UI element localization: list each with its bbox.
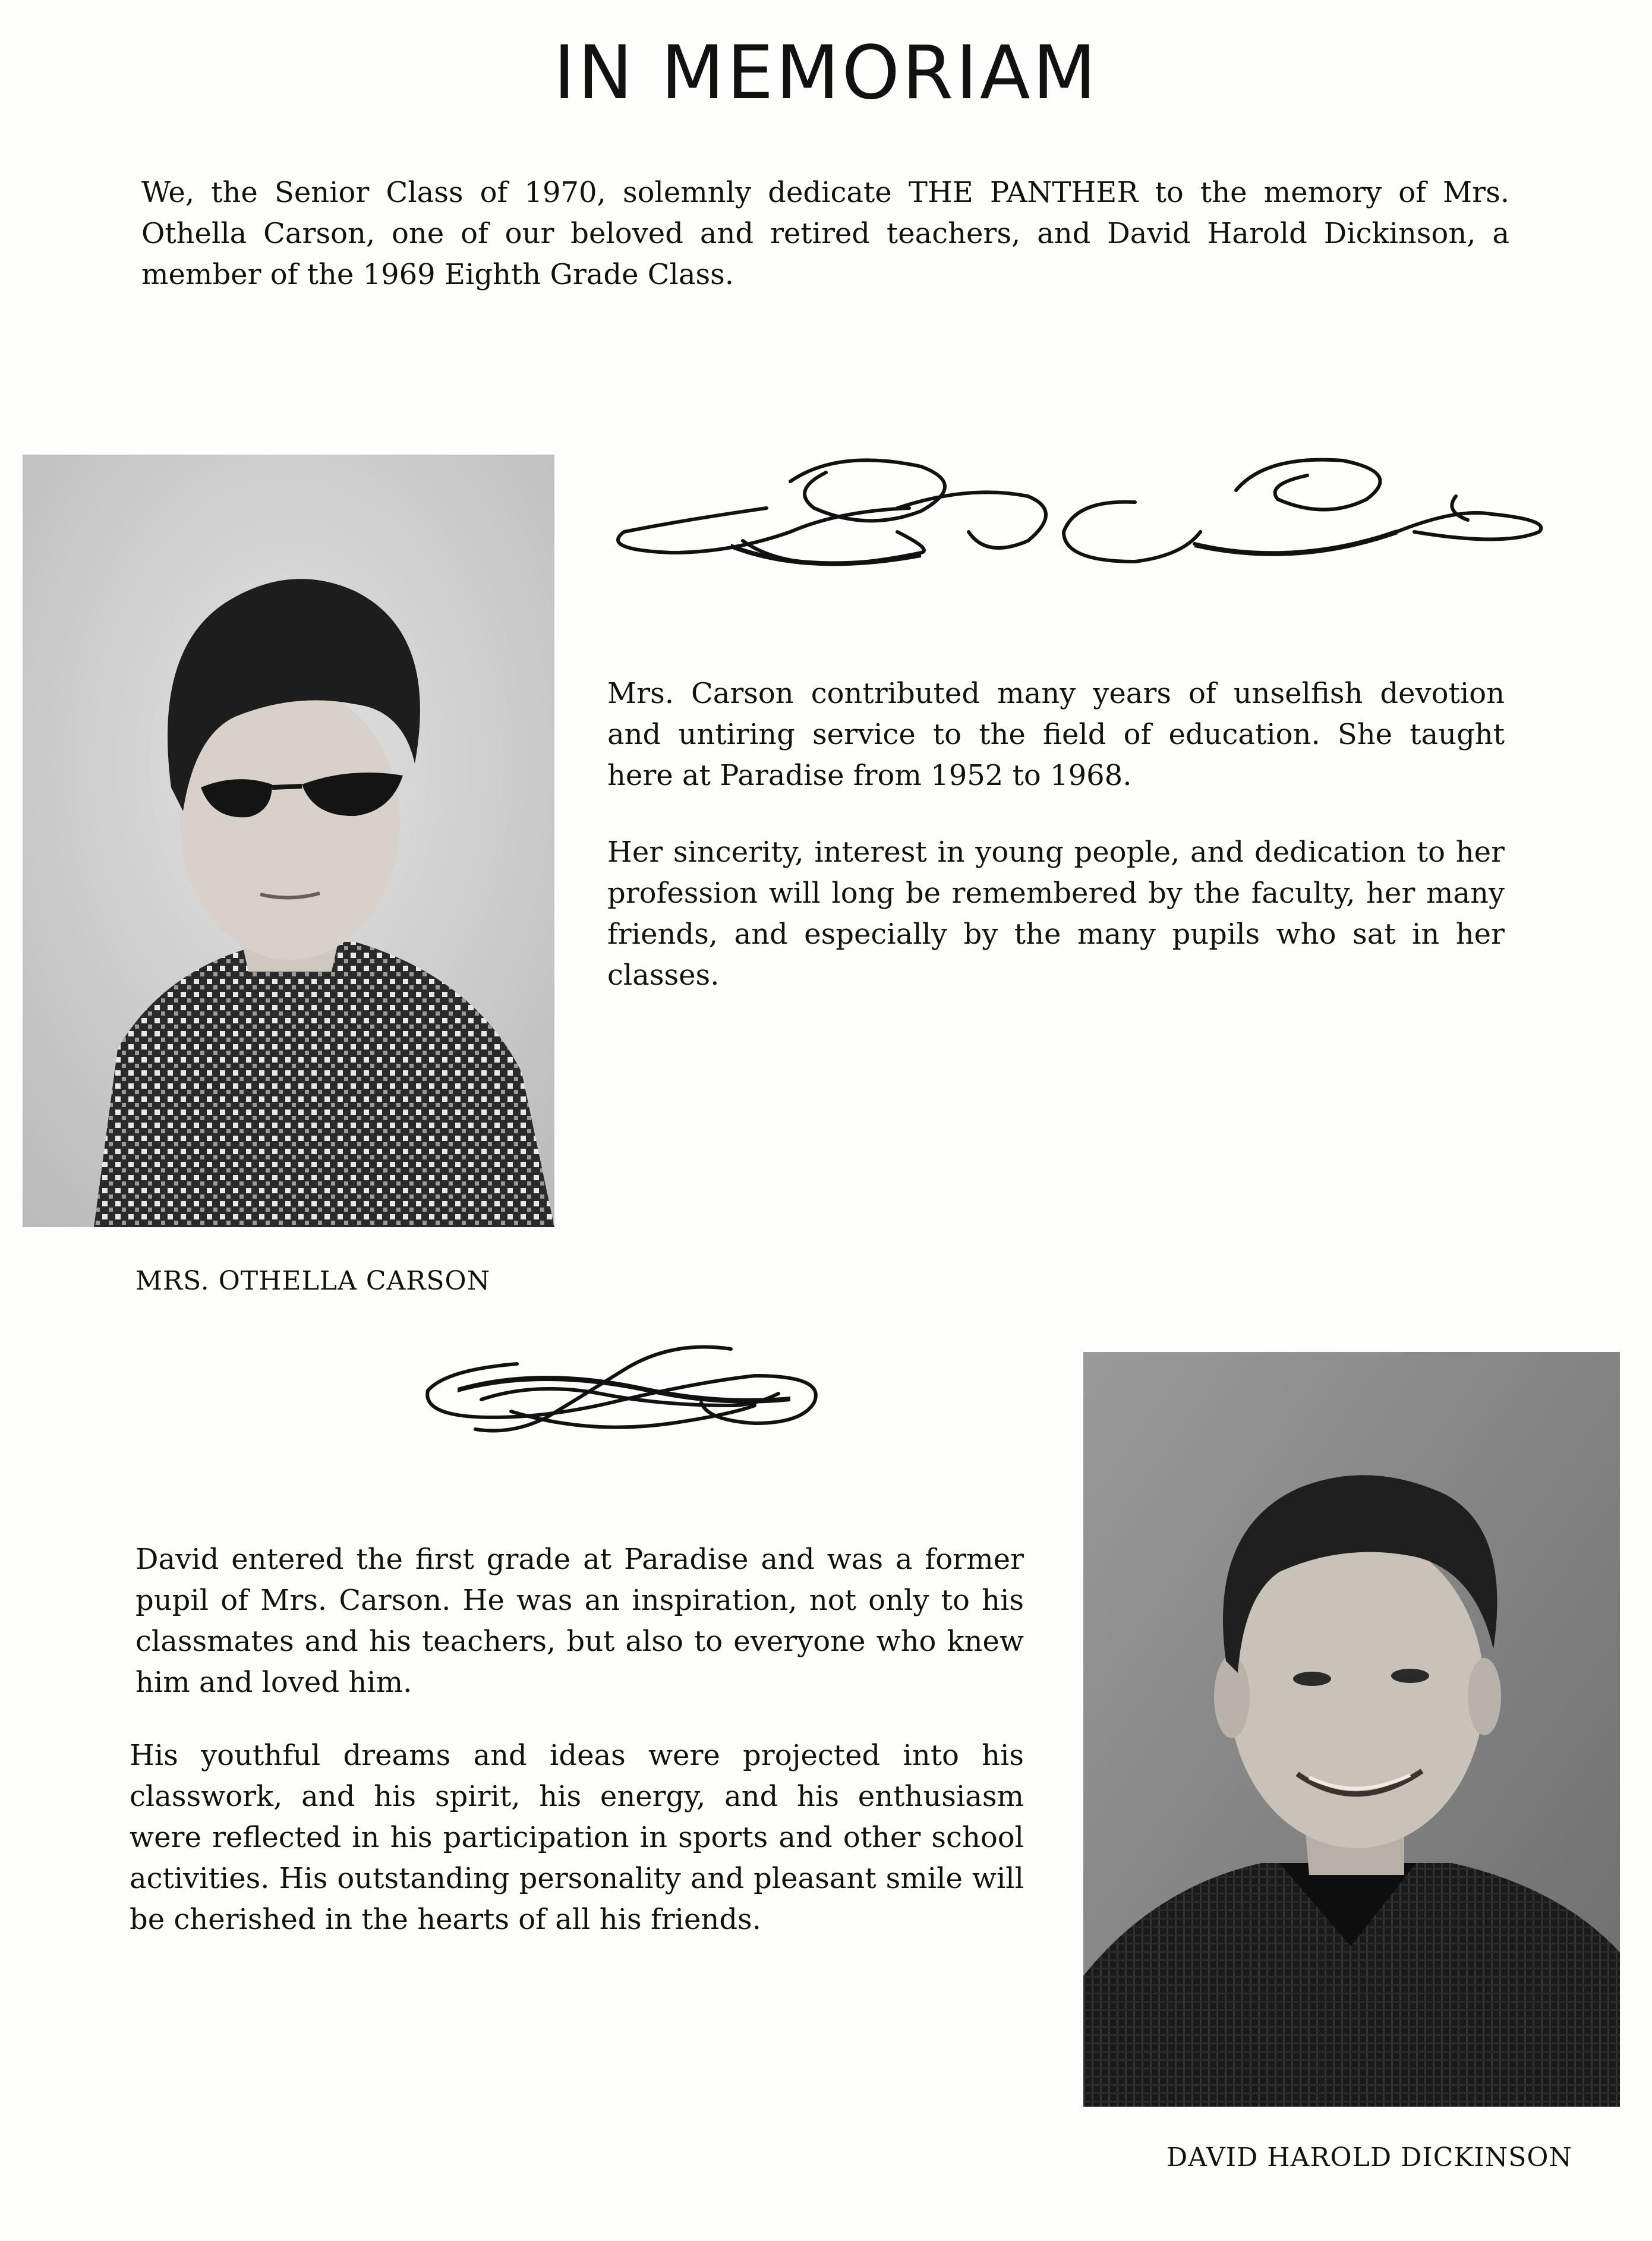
dickinson-photo — [1083, 1352, 1620, 2107]
carson-paragraph-1: Mrs. Carson contributed many years of unselfish devotion and untiring service to the field of education. She taught here at Paradise from 1952 to 1968. — [607, 677, 1505, 792]
swash-ornament-top — [612, 443, 1563, 579]
carson-caption: MRS. OTHELLA CARSON — [135, 1266, 491, 1296]
dickinson-portrait-image — [1083, 1352, 1620, 2107]
dickinson-paragraph-2: His youthful dreams and ideas were projected into his classwork, and his spirit, his energy, and his enthusiasm were reflected in his participation in sports and other school activities. His outstanding personality and pleasant smile will be cherished in the hearts of all his friends. — [130, 1739, 1024, 1936]
carson-paragraph-2: Her sincerity, interest in young people, and dedication to her profession will long be remembered by the faculty, her many friends, and especially by the many pupils who sat in her classes. — [607, 836, 1505, 992]
page-title: IN MEMORIAM — [553, 30, 1099, 116]
dickinson-caption: DAVID HAROLD DICKINSON — [1167, 2142, 1572, 2173]
dickinson-paragraph-1: David entered the first grade at Paradise and was a former pupil of Mrs. Carson. He was an inspiration, not only to his classmates and his teachers, but also to everyone who knew him and loved him. — [135, 1543, 1024, 1699]
dedication-paragraph: We, the Senior Class of 1970, solemnly dedicate THE PANTHER to the memory of Mrs. Othella Carson, one of our beloved and retired teachers, and David Harold Dickinson, a member of the 1969 Eighth Grade Class. — [141, 176, 1509, 291]
carson-portrait-image — [23, 455, 554, 1227]
swash-ornament-middle — [422, 1334, 826, 1447]
carson-photo — [23, 455, 554, 1227]
